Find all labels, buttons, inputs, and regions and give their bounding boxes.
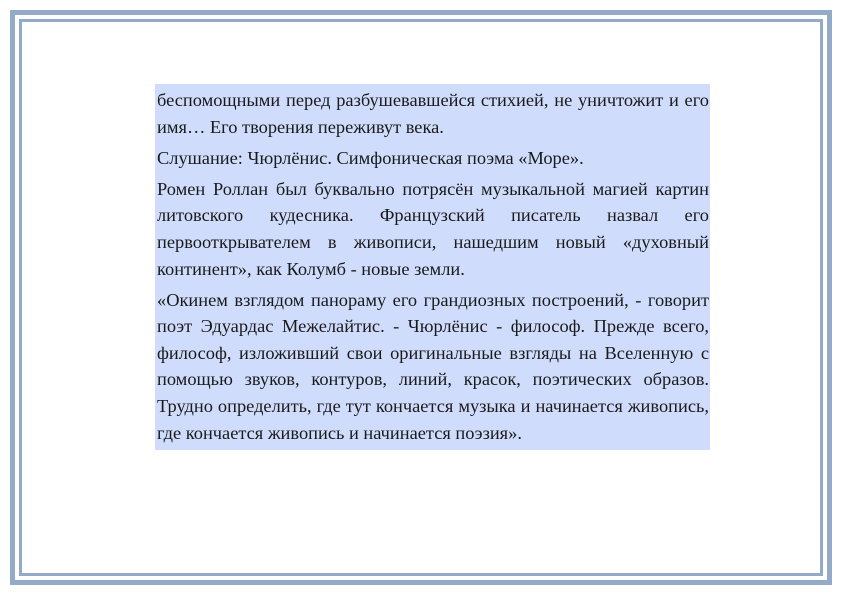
text-block: [155, 84, 710, 450]
paragraph-mezhelaitis-quote: «Окинем взглядом панораму его грандиозных построений, - говорит поэт Эдуардас Межелайтис. - Чюрлёнис - философ. Прежде всего, философ, изложивший свои оригинальные взгляды на Вселенную с помощью звуков, контуров, линий, красок, поэтических образов. Трудно определить, где тут кончается музыка и начинается живопись, где кончается живопись и начинается поэзия».: [157, 289, 709, 443]
paragraph-listening: Слушание: Чюрлёнис. Симфоническая поэма «Море».: [157, 147, 584, 168]
paragraph-continuation: беспомощными перед разбушевавшейся стихией, не уничтожит и его имя… Его творения переживут века.: [157, 90, 709, 137]
paragraph-rolland: Ромен Роллан был буквально потрясён музыкальной магией картин литовского кудесника. Французский писатель назвал его первооткрывателем в живописи, нашедшим новый «духовный континент», как Колумб - новые земли.: [157, 178, 709, 279]
